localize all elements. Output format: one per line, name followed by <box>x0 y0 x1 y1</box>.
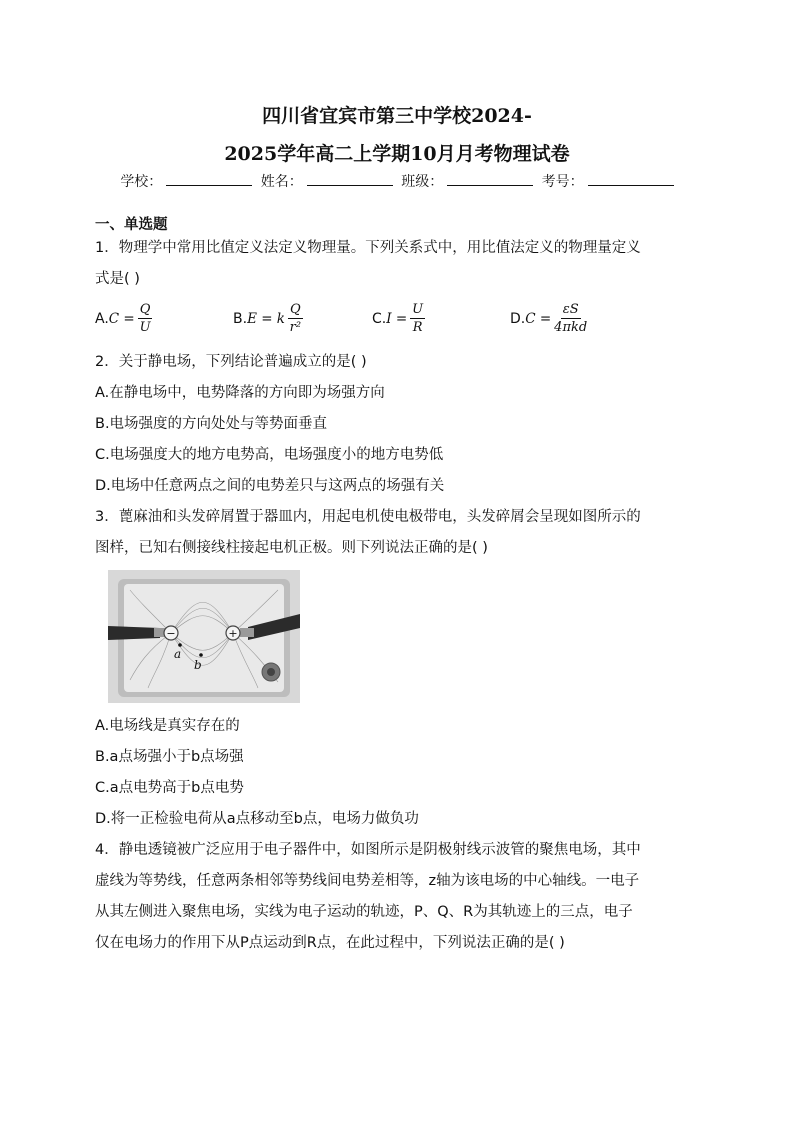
fraction <box>288 302 303 335</box>
student-info-row <box>0 171 794 191</box>
q2-option-d[interactable]: D.电场中任意两点之间的电势差只与这两点的场强有关 <box>95 478 445 494</box>
q4-stem-line3: 从其左侧进入聚焦电场，实线为电子运动的轨迹，P、Q、R为其轨迹上的三点，电子 <box>95 904 633 920</box>
exam-title-line1: 四川省宜宾市第三中学校2024- <box>262 105 532 127</box>
numerator: U <box>412 302 424 317</box>
exam-no-label: 考号： <box>541 174 584 190</box>
school-label: 学校： <box>120 174 163 190</box>
exam-title-line2: 2025学年高二上学期10月月考物理试卷 <box>224 143 570 165</box>
formula-lhs: E = k <box>247 310 285 327</box>
q3-stem-line2: 图样，已知右侧接线柱接起电机正极。则下列说法正确的是( ) <box>95 540 488 556</box>
option-letter: B. <box>233 310 248 327</box>
name-label: 姓名： <box>260 174 303 190</box>
q3-option-a[interactable]: A.电场线是真实存在的 <box>95 718 240 734</box>
fraction <box>410 302 425 335</box>
q1-stem-line1: 1．物理学中常用比值定义法定义物理量。下列关系式中，用比值法定义的物理量定义 <box>95 240 641 256</box>
q1-option-c[interactable] <box>372 302 425 335</box>
q4-stem-line4: 仅在电场力的作用下从P点运动到R点，在此过程中，下列说法正确的是( ) <box>95 935 565 951</box>
class-blank[interactable] <box>447 173 533 186</box>
minus-electrode-label: − <box>166 627 176 640</box>
q2-option-a[interactable]: A.在静电场中，电势降落的方向即为场强方向 <box>95 385 385 401</box>
q1-stem-line2: 式是( ) <box>95 271 140 287</box>
denominator: 4πkd <box>554 320 588 335</box>
option-letter: A. <box>95 310 109 327</box>
denominator: U <box>139 320 151 335</box>
formula-lhs: I = <box>386 310 408 327</box>
numerator: Q <box>139 302 151 317</box>
q1-option-d[interactable] <box>510 302 587 335</box>
q3-option-d[interactable]: D.将一正检验电荷从a点移动至b点，电场力做负功 <box>95 811 419 827</box>
point-a-label: a <box>174 647 182 661</box>
point-b-label: b <box>194 658 202 672</box>
q2-option-b[interactable]: B.电场强度的方向处处与等势面垂直 <box>95 416 328 432</box>
q4-stem-line1: 4．静电透镜被广泛应用于电子器件中，如图所示是阴极射线示波管的聚焦电场，其中 <box>95 842 641 858</box>
name-blank[interactable] <box>307 173 393 186</box>
school-blank[interactable] <box>166 173 252 186</box>
denominator: r² <box>289 320 302 335</box>
formula-lhs: C = <box>525 310 552 327</box>
fraction <box>554 302 587 335</box>
formula-lhs: C = <box>108 310 135 327</box>
q3-option-b[interactable]: B.a点场强小于b点场强 <box>95 749 244 765</box>
q2-option-c[interactable]: C.电场强度大的地方电势高，电场强度小的地方电势低 <box>95 447 444 463</box>
q4-stem-line2: 虚线为等势线，任意两条相邻等势线间电势差相等，z轴为该电场的中心轴线。一电子 <box>95 873 640 889</box>
q1-option-a[interactable] <box>95 302 152 335</box>
fraction <box>138 302 153 335</box>
q2-stem: 2．关于静电场，下列结论普遍成立的是( ) <box>95 354 367 370</box>
option-letter: D. <box>510 310 526 327</box>
q3-option-c[interactable]: C.a点电势高于b点电势 <box>95 780 244 796</box>
q3-stem-line1: 3．蓖麻油和头发碎屑置于器皿内，用起电机使电极带电，头发碎屑会呈现如图所示的 <box>95 509 641 525</box>
option-letter: C. <box>372 310 387 327</box>
exam-no-blank[interactable] <box>588 173 674 186</box>
denominator: R <box>412 320 423 335</box>
electric-field-photo <box>108 570 300 703</box>
plus-electrode-label: + <box>228 627 238 640</box>
numerator: Q <box>290 302 301 317</box>
q1-option-b[interactable] <box>233 302 303 335</box>
class-label: 班级： <box>401 174 444 190</box>
section-heading: 一、单选题 <box>95 217 168 233</box>
numerator: εS <box>562 302 579 317</box>
